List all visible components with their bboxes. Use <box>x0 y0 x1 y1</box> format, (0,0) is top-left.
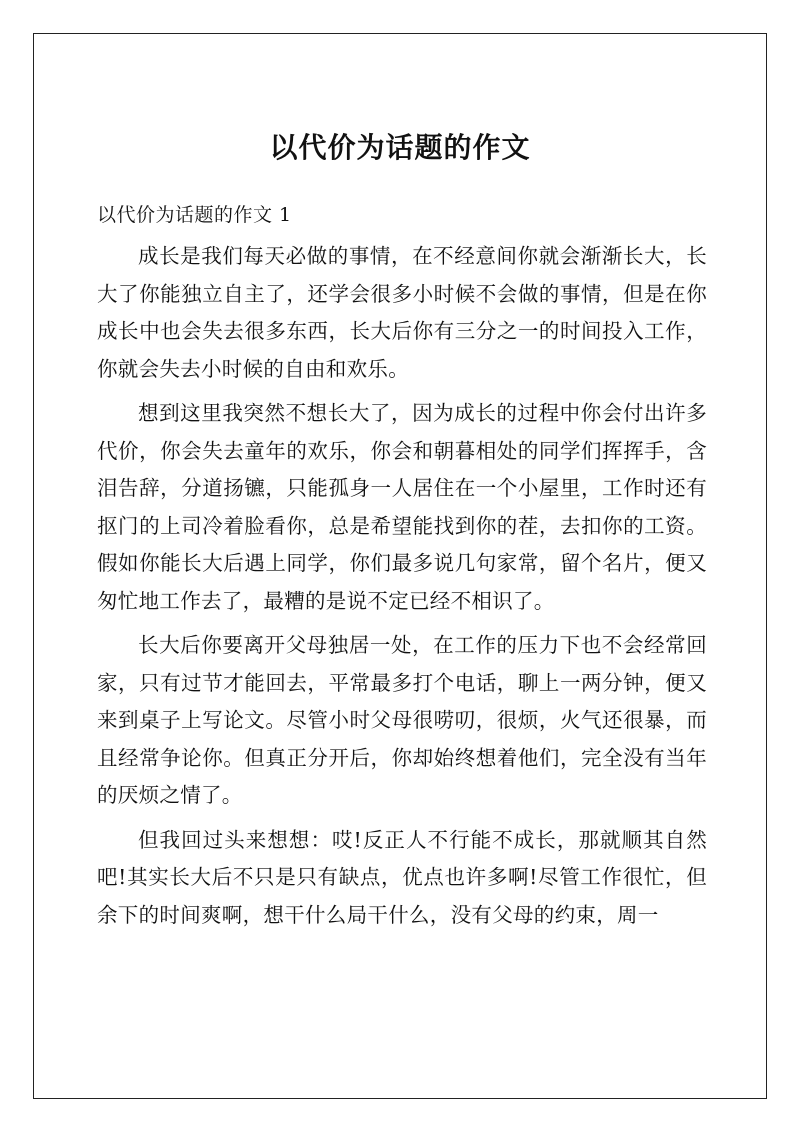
paragraph-3: 长大后你要离开父母独居一处，在工作的压力下也不会经常回家，只有过节才能回去，平常最多打个电话，聊上一两分钟，便又来到桌子上写论文。尽管小时父母很唠叨，很烦，火气还很暴，而且经常争论你。但真正分开后，你却始终想着他们，完全没有当年的厌烦之情了。 <box>97 633 707 807</box>
document-title: 以代价为话题的作文 <box>269 131 531 164</box>
essay-body <box>97 238 707 941</box>
paragraph-4: 但我回过头来想想：哎!反正人不行能不成长，那就顺其自然吧!其实长大后不只是只有缺点，优点也许多啊!尽管工作很忙，但余下的时间爽啊，想干什么局干什么，没有父母的约束，周一 <box>97 827 707 927</box>
document-subtitle: 以代价为话题的作文 1 <box>97 204 292 226</box>
paragraph-2: 想到这里我突然不想长大了，因为成长的过程中你会付出许多代价，你会失去童年的欢乐，你会和朝暮相处的同学们挥挥手，含泪告辞，分道扬镳，只能孤身一人居住在一个小屋里，工作时还有抠门的上司冷着脸看你，总是希望能找到你的茬，去扣你的工资。假如你能长大后遇上同学，你们最多说几句家常，留个名片，便又匆忙地工作去了，最糟的是说不定已经不相识了。 <box>97 401 707 613</box>
paragraph-1: 成长是我们每天必做的事情，在不经意间你就会渐渐长大，长大了你能独立自主了，还学会很多小时候不会做的事情，但是在你成长中也会失去很多东西，长大后你有三分之一的时间投入工作，你就会失去小时候的自由和欢乐。 <box>97 244 707 381</box>
